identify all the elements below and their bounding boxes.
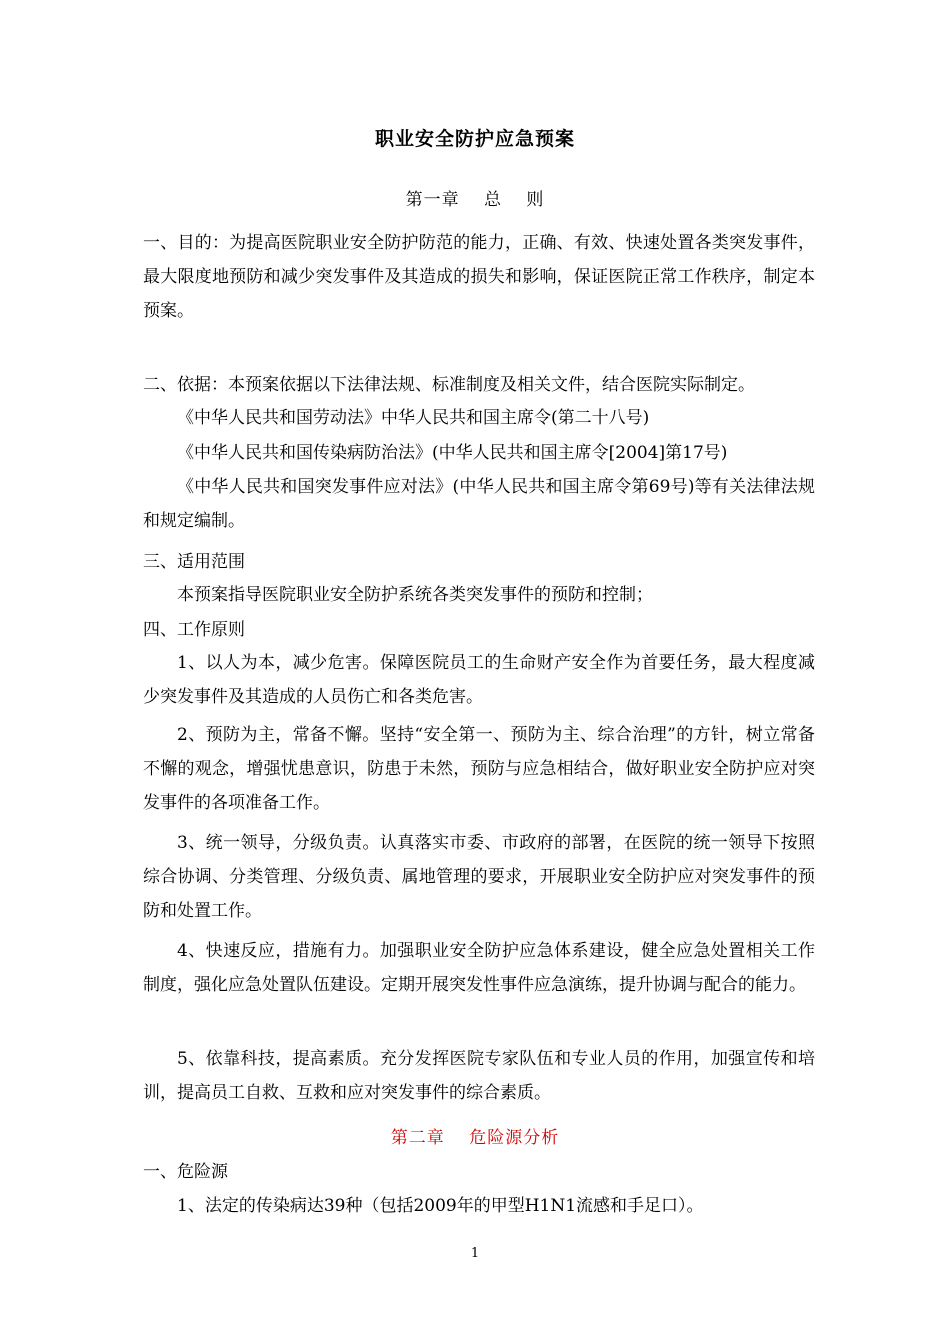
scope-heading: 三、适用范围 bbox=[143, 552, 245, 572]
law-item-3: 《中华人民共和国突发事件应对法》(中华人民共和国主席令第69号)等有关法律法规和规定编制。 bbox=[143, 477, 815, 531]
law-item-2: 《中华人民共和国传染病防治法》(中华人民共和国主席令[2004]第17号) bbox=[177, 443, 728, 463]
chapter-two-heading: 第二章 危险源分析 bbox=[390, 1128, 560, 1148]
chapter-one-heading: 第一章 总 则 bbox=[405, 190, 545, 210]
principle-5: 5、依靠科技，提高素质。充分发挥医院专家队伍和专业人员的作用，加强宣传和培训，提高员工自救、互救和应对突发事件的综合素质。 bbox=[143, 1049, 815, 1103]
basis-paragraph: 二、依据：本预案依据以下法律法规、标准制度及相关文件，结合医院实际制定。 bbox=[143, 375, 755, 395]
law-item-1: 《中华人民共和国劳动法》中华人民共和国主席令(第二十八号) bbox=[177, 408, 650, 428]
hazard-item-1: 1、法定的传染病达39种（包括2009年的甲型H1N1流感和手足口）。 bbox=[177, 1196, 704, 1216]
purpose-paragraph: 一、目的：为提高医院职业安全防护防范的能力，正确、有效、快速处置各类突发事件，最大限度地预防和减少突发事件及其造成的损失和影响，保证医院正常工作秩序，制定本预案。 bbox=[143, 233, 815, 321]
principles-heading: 四、工作原则 bbox=[143, 620, 245, 640]
principle-2: 2、预防为主，常备不懈。坚持“安全第一、预防为主、综合治理”的方针，树立常备不懈的观念，增强忧患意识，防患于未然，预防与应急相结合，做好职业安全防护应对突发事件的各项准备工作。 bbox=[143, 725, 815, 813]
principle-4: 4、快速反应，措施有力。加强职业安全防护应急体系建设，健全应急处置相关工作制度，强化应急处置队伍建设。定期开展突发性事件应急演练，提升协调与配合的能力。 bbox=[143, 941, 815, 995]
scope-text: 本预案指导医院职业安全防护系统各类突发事件的预防和控制； bbox=[177, 585, 653, 605]
principle-1: 1、以人为本，减少危害。保障医院员工的生命财产安全作为首要任务，最大程度减少突发事件及其造成的人员伤亡和各类危害。 bbox=[143, 653, 815, 707]
principle-3: 3、统一领导，分级负责。认真落实市委、市政府的部署，在医院的统一领导下按照综合协调、分类管理、分级负责、属地管理的要求，开展职业安全防护应对突发事件的预防和处置工作。 bbox=[143, 833, 815, 921]
page-number: 1 bbox=[470, 1246, 480, 1261]
hazard-heading: 一、危险源 bbox=[143, 1162, 228, 1182]
document-title: 职业安全防护应急预案 bbox=[374, 128, 575, 150]
